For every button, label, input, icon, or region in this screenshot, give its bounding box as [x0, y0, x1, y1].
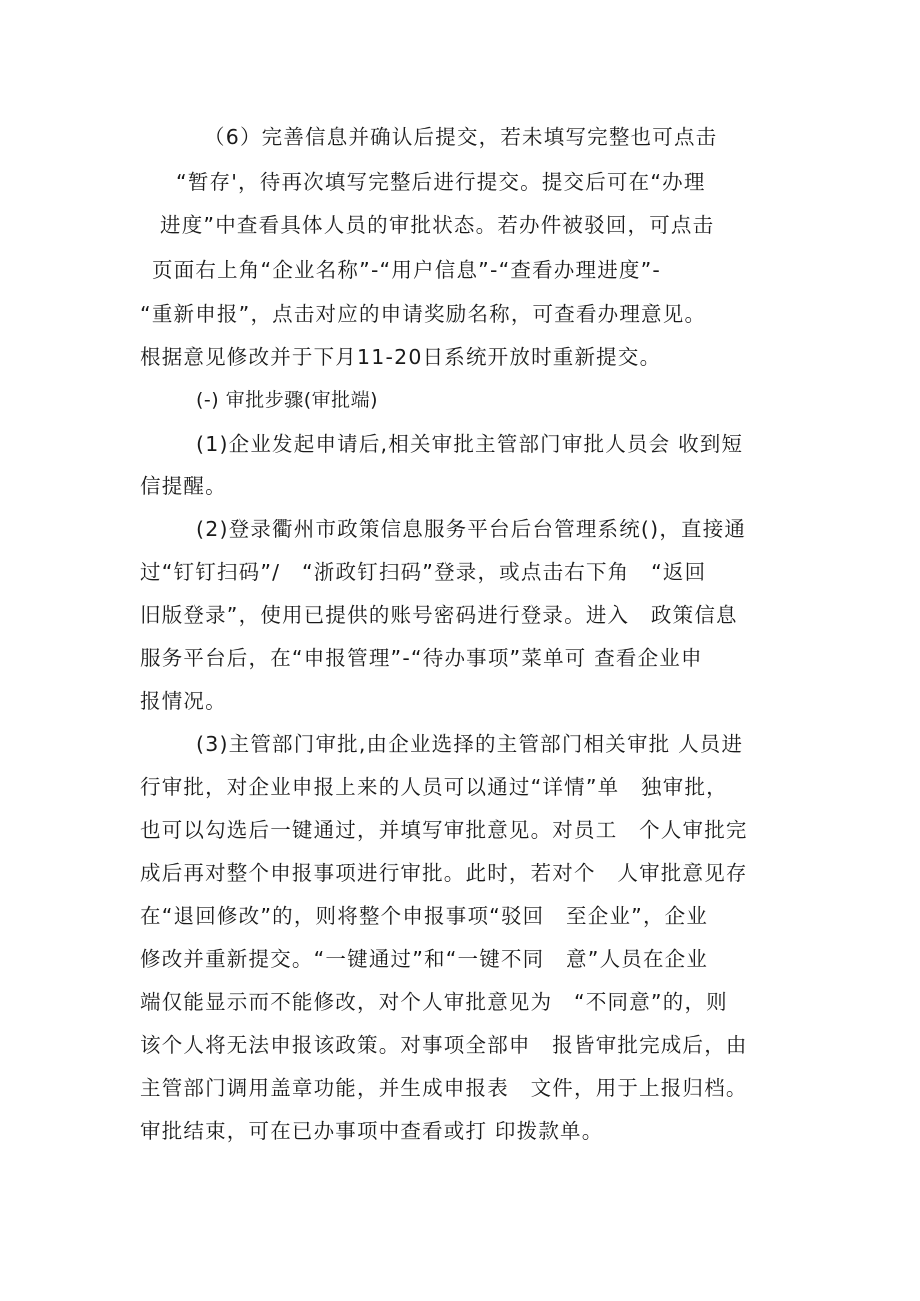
section-heading: (-) 审批步骤(审批端) [196, 389, 379, 411]
step-3-line-1: (3)主管部门审批,由企业选择的主管部门相关审批 人员进 [196, 732, 744, 756]
step-1-line-1: (1)企业发起申请后,相关审批主管部门审批人员会 收到短 [196, 432, 744, 456]
step-3-line-9: 主管部门调用盖章功能，并生成申报表 文件，用于上报归档。 [140, 1076, 748, 1100]
step-3-line-4: 成后再对整个申报事项进行审批。此时，若对个 人审批意见存 [140, 861, 748, 885]
step-3-line-6: 修改并重新提交。“一键通过”和“一键不同 意”人员在企业 [140, 947, 709, 971]
step-2-line-1: (2)登录衢州市政策信息服务平台后台管理系统()，直接通 [196, 517, 747, 541]
paragraph-6-line-6: 根据意见修改并于下月11-20日系统开放时重新提交。 [140, 345, 662, 369]
step-3-line-10: 审批结束，可在已办事项中查看或打 印拨款单。 [140, 1119, 604, 1143]
step-3-line-8: 该个人将无法申报该政策。对事项全部申 报皆审批完成后，由 [140, 1033, 748, 1057]
step-3-line-3: 也可以勾选后一键通过，并填写审批意见。对员工 个人审批完 [140, 818, 748, 842]
paragraph-6-line-2: “暂存'，待再次填写完整后进行提交。提交后可在“办理 [176, 170, 706, 194]
step-2-line-2: 过“钉钉扫码”/ “浙政钉扫码”登录，或点击右下角 “返回 [140, 560, 707, 584]
step-2-line-3: 旧版登录”，使用已提供的账号密码进行登录。进入 政策信息 [140, 603, 738, 627]
paragraph-6-line-5: “重新申报”，点击对应的申请奖励名称，可查看办理意见。 [140, 302, 707, 326]
step-3-line-2: 行审批，对企业申报上来的人员可以通过“详情”单 独审批， [140, 775, 728, 799]
paragraph-6-line-4: 页面右上角“企业名称”-“用户信息”-“查看办理进度”- [152, 258, 662, 282]
paragraph-6-line-3: 进度”中查看具体人员的审批状态。若办件被驳回，可点击 [160, 213, 715, 237]
step-3-line-5: 在“退回修改”的，则将整个申报事项“驳回 至企业”，企业 [140, 904, 709, 928]
paragraph-6-line-1: （6）完善信息并确认后提交，若未填写完整也可点击 [204, 125, 718, 149]
step-2-line-5: 报情况。 [140, 689, 227, 713]
step-1-line-2: 信提醒。 [140, 474, 227, 498]
step-2-line-4: 服务平台后，在“申报管理”-“待办事项”菜单可 查看企业申 [140, 646, 703, 670]
step-3-line-7: 端仅能显示而不能修改，对个人审批意见为 “不同意”的，则 [140, 990, 728, 1014]
